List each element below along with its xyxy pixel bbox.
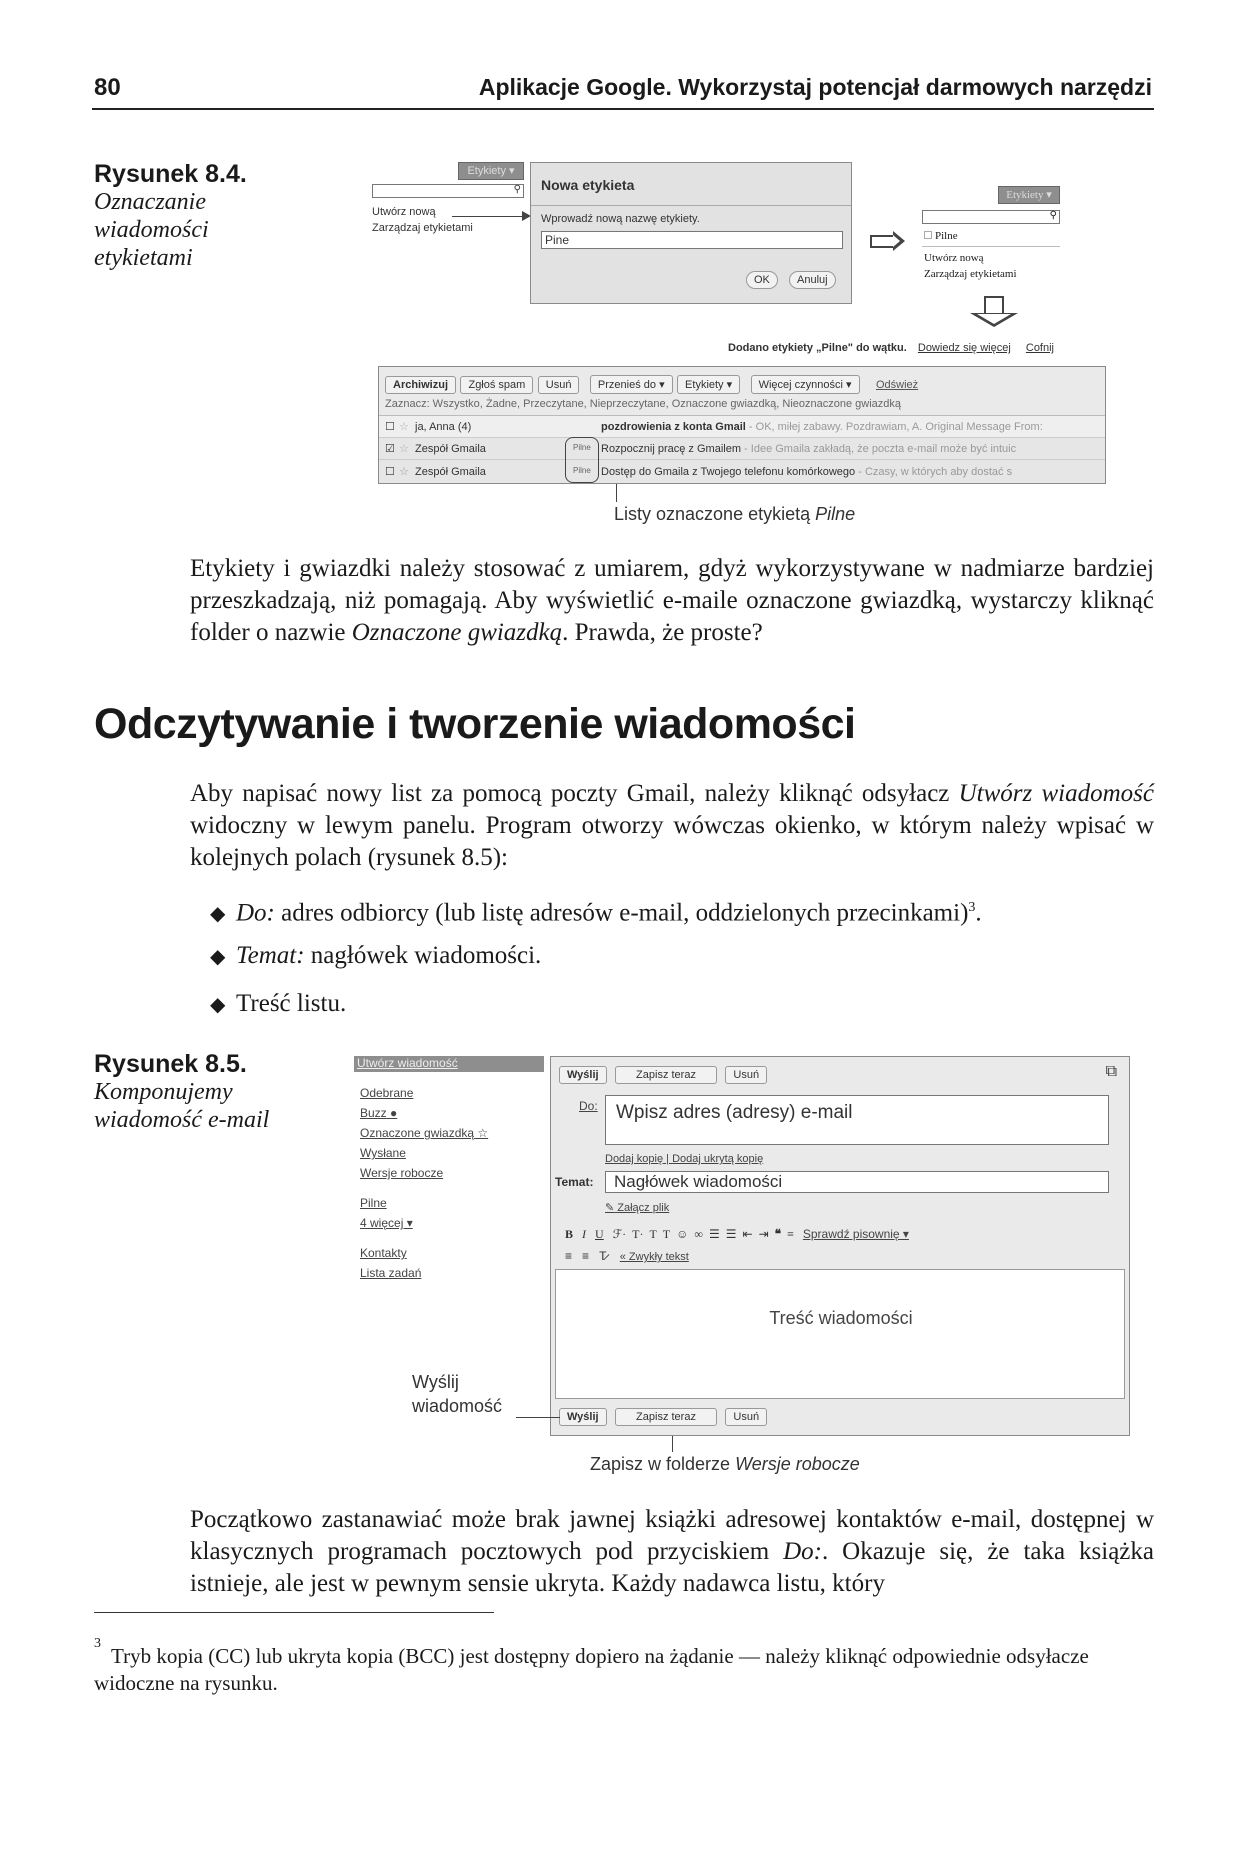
highlight-icon[interactable]: T bbox=[662, 1227, 671, 1241]
figure-label: Rysunek 8.5. bbox=[94, 1050, 247, 1078]
annotation-line bbox=[672, 1436, 673, 1452]
undo-link[interactable]: Cofnij bbox=[1025, 342, 1054, 354]
notice-text: Dodano etykiety „Pilne" do wątku. bbox=[728, 342, 907, 354]
annotation-line bbox=[516, 1417, 560, 1418]
section-heading: Odczytywanie i tworzenie wiadomości bbox=[94, 700, 856, 748]
sidebar-item-buzz[interactable] bbox=[360, 1106, 397, 1120]
learn-more-link[interactable]: Dowiedz się więcej bbox=[917, 342, 1011, 354]
figure-caption bbox=[94, 188, 209, 272]
row-content bbox=[601, 466, 1012, 478]
add-cc-link[interactable]: Dodaj kopię bbox=[605, 1153, 664, 1165]
inbox-toolbar bbox=[385, 375, 918, 394]
star-icon[interactable]: ☆ bbox=[399, 443, 409, 455]
labels-menu-left bbox=[372, 162, 528, 250]
list-item bbox=[210, 988, 346, 1021]
row-label-badge: Pilne bbox=[573, 443, 591, 452]
outdent-icon[interactable]: ⇤ bbox=[742, 1227, 753, 1241]
row-content bbox=[601, 443, 1016, 455]
footnote-mark: 3 bbox=[94, 1636, 101, 1651]
row-sender: Zespół Gmaila bbox=[415, 466, 486, 478]
text: Aby napisać nowy list za pomocą poczty Gmail, należy kliknąć odsyłacz bbox=[190, 780, 959, 807]
row-snippet: - Idee Gmaila zakładą, że poczta e-mail może być intuic bbox=[741, 443, 1017, 455]
footnote-rule bbox=[94, 1612, 494, 1613]
link-icon[interactable]: ∞ bbox=[694, 1227, 703, 1241]
outline-arrow-icon bbox=[870, 235, 894, 248]
font-icon[interactable]: ℱ· bbox=[612, 1227, 627, 1241]
annotation-italic: Pilne bbox=[815, 504, 856, 524]
compose-window bbox=[550, 1056, 1130, 1436]
row-snippet: - OK, miłej zabawy. Pozdrawiam, A. Original Message From: bbox=[745, 421, 1043, 433]
checkbox-icon[interactable]: ☐ bbox=[385, 421, 395, 433]
annotation-italic: Wersje robocze bbox=[735, 1454, 860, 1474]
outline-arrow-inner bbox=[893, 235, 900, 247]
annotation-line-1: Wyślij bbox=[412, 1372, 459, 1392]
discard-button[interactable]: Usuń bbox=[725, 1408, 767, 1426]
paperclip-icon: ✎ bbox=[605, 1202, 615, 1214]
menu-divider bbox=[922, 246, 1060, 247]
label-highlight-frame bbox=[565, 437, 599, 483]
annotation-line bbox=[616, 484, 617, 502]
archive-button[interactable]: Archiwizuj bbox=[385, 376, 456, 394]
checkbox-icon[interactable]: ☐ bbox=[385, 466, 395, 478]
figure-label: Rysunek 8.4. bbox=[94, 160, 247, 188]
send-button[interactable]: Wyślij bbox=[559, 1066, 607, 1084]
sidebar-item-drafts[interactable]: Wersje robocze bbox=[360, 1166, 444, 1180]
star-icon[interactable]: ☆ bbox=[399, 466, 409, 478]
search-icon: ⚲ bbox=[513, 184, 521, 195]
indent-icon[interactable]: ⇥ bbox=[758, 1227, 769, 1241]
save-now-button[interactable]: Zapisz teraz bbox=[615, 1408, 717, 1426]
table-row[interactable] bbox=[379, 459, 1106, 483]
select-links[interactable]: Zaznacz: Wszystko, Żadne, Przeczytane, Nieprzeczytane, Oznaczone gwiazdką, Nieoznaczone gwiazdką bbox=[385, 398, 902, 410]
font-size-icon[interactable]: T· bbox=[632, 1227, 644, 1241]
label-option-text: Pilne bbox=[935, 230, 958, 242]
send-annotation bbox=[412, 1370, 506, 1418]
list-item bbox=[210, 940, 541, 973]
labels-button[interactable]: Etykiety ▾ bbox=[677, 375, 740, 394]
search-icon: ⚲ bbox=[1049, 210, 1057, 221]
create-new-label-link[interactable]: Utwórz nową bbox=[372, 206, 436, 218]
save-now-button[interactable]: Zapisz teraz bbox=[615, 1066, 717, 1084]
create-new-label-link[interactable]: Utwórz nową bbox=[924, 252, 984, 264]
discard-button[interactable]: Usuń bbox=[725, 1066, 767, 1084]
sidebar-item-contacts[interactable]: Kontakty bbox=[360, 1246, 407, 1260]
formatting-toolbar-row2 bbox=[565, 1249, 689, 1263]
text: Początkowo zastanawiać może brak jawnej książki adresowej kontaktów e-mail, dostępnej w klasycznych programach pocztowych pod przyciskiem bbox=[190, 1506, 1154, 1565]
label-name-input[interactable]: Pine bbox=[541, 231, 843, 249]
list-item bbox=[210, 892, 982, 930]
inbox-panel bbox=[378, 366, 1106, 484]
text: . Okazuje się, że taka książka istnieje, ale jest w pewnym sensie ukryta. Każdy nadawca listu, który bbox=[190, 1538, 1154, 1597]
labels-menu-right bbox=[922, 186, 1060, 294]
table-row[interactable] bbox=[379, 415, 1106, 437]
row-sender: ja, Anna (4) bbox=[415, 421, 472, 433]
buzz-icon: ● bbox=[390, 1106, 398, 1120]
field-name: Do: bbox=[236, 899, 275, 927]
dialog-prompt: Wprowadź nową nazwę etykiety. bbox=[541, 213, 700, 225]
notice-bar bbox=[728, 342, 1054, 354]
report-spam-button[interactable]: Zgłoś spam bbox=[460, 376, 533, 394]
body-placeholder: Treść wiadomości bbox=[769, 1308, 913, 1328]
table-row[interactable] bbox=[379, 437, 1106, 459]
sidebar-item-more[interactable]: 4 więcej ▾ bbox=[360, 1216, 413, 1230]
paragraph-1 bbox=[190, 553, 1154, 649]
labels-dropdown-button[interactable]: Etykiety ▾ bbox=[458, 162, 524, 180]
attach-file-text: Załącz plik bbox=[617, 1202, 670, 1214]
send-button[interactable]: Wyślij bbox=[559, 1408, 607, 1426]
item-text: Treść listu. bbox=[236, 990, 347, 1017]
header-rule bbox=[92, 108, 1154, 110]
text: Etykiety i gwiazdki należy stosować z umiarem, gdyż wykorzystywane w nadmiarze bardziej przeszkadzają, niż pomagają. Aby wyświetlić e-maile oznaczone gwiazdką, wystarczy kliknąć folder o nazwie bbox=[190, 555, 1154, 646]
manage-labels-link[interactable]: Zarządzaj etykietami bbox=[372, 222, 473, 234]
bold-icon[interactable]: B bbox=[565, 1227, 574, 1241]
item-text: adres odbiorcy (lub listę adresów e-mail, oddzielonych przecinkami) bbox=[274, 899, 969, 927]
label-search-input[interactable] bbox=[922, 210, 1060, 224]
bullet-list-icon[interactable]: ☰ bbox=[725, 1227, 737, 1241]
down-arrow-inner bbox=[977, 314, 1011, 324]
manage-labels-link[interactable]: Zarządzaj etykietami bbox=[924, 268, 1017, 280]
item-text: nagłówek wiadomości. bbox=[304, 942, 542, 969]
link-name: Utwórz wiadomość bbox=[958, 780, 1154, 807]
align-icon[interactable]: ≡ bbox=[787, 1227, 794, 1241]
row-subject: pozdrowienia z konta Gmail bbox=[601, 421, 746, 433]
compose-toolbar-bottom bbox=[559, 1407, 767, 1426]
gmail-sidebar bbox=[354, 1056, 546, 1306]
subject-input[interactable]: Nagłówek wiadomości bbox=[605, 1171, 1109, 1193]
new-label-dialog bbox=[530, 162, 852, 304]
sidebar-item-sent[interactable]: Wysłane bbox=[360, 1146, 406, 1160]
compose-link[interactable]: Utwórz wiadomość bbox=[354, 1056, 544, 1072]
sidebar-item-starred[interactable]: Oznaczone gwiazdką ☆ bbox=[360, 1126, 489, 1140]
align-right-icon[interactable]: ≡ bbox=[582, 1249, 590, 1263]
cancel-button[interactable]: Anuluj bbox=[789, 271, 836, 289]
arrow-line bbox=[452, 216, 526, 217]
dialog-title: Nowa etykieta bbox=[541, 177, 635, 193]
row-label-badge: Pilne bbox=[573, 466, 591, 475]
subject-label: Temat: bbox=[555, 1175, 594, 1189]
caption-line: etykietami bbox=[94, 245, 193, 271]
item-text: . bbox=[975, 899, 982, 927]
attach-file-link[interactable] bbox=[605, 1201, 669, 1214]
message-body-textarea[interactable] bbox=[555, 1269, 1125, 1399]
move-to-button[interactable]: Przenieś do ▾ bbox=[590, 375, 673, 394]
footnote-ref: 3 bbox=[968, 900, 976, 915]
spellcheck-button[interactable]: Sprawdź pisownię ▾ bbox=[802, 1227, 909, 1241]
caption-line: wiadomości bbox=[94, 217, 209, 243]
plain-text-link[interactable]: « Zwykły tekst bbox=[619, 1251, 689, 1263]
bullet-icon: ◆ bbox=[210, 946, 226, 968]
sidebar-item-inbox[interactable]: Odebrane bbox=[360, 1086, 414, 1100]
delete-button[interactable]: Usuń bbox=[538, 376, 580, 394]
quote-icon[interactable]: ❝ bbox=[774, 1227, 782, 1241]
footnote bbox=[94, 1638, 1154, 1697]
sidebar-item-label: Buzz bbox=[360, 1106, 387, 1120]
row-subject: Rozpocznij pracę z Gmailem bbox=[601, 443, 741, 455]
labels-dropdown-button[interactable]: Etykiety ▾ bbox=[998, 186, 1060, 204]
page-number: 80 bbox=[94, 74, 121, 101]
compose-toolbar-top bbox=[559, 1065, 767, 1084]
down-arrow-icon bbox=[984, 296, 1004, 314]
text-color-icon[interactable]: T bbox=[649, 1227, 657, 1241]
field-name: Temat: bbox=[236, 942, 305, 969]
paragraph-3 bbox=[190, 1504, 1154, 1600]
field-name: Do: bbox=[783, 1538, 822, 1565]
figure-caption bbox=[94, 1078, 269, 1134]
caption-line: Oznaczanie bbox=[94, 189, 206, 215]
to-label[interactable]: Do: bbox=[579, 1099, 598, 1113]
label-option-pilne[interactable] bbox=[924, 230, 958, 242]
ok-button[interactable]: OK bbox=[746, 271, 778, 289]
footnote-text: Tryb kopia (CC) lub ukryta kopia (BCC) jest dostępny dopiero na żądanie — należy kliknąć odpowiednie odsyłacze widoczne na rysunku. bbox=[94, 1644, 1089, 1695]
popout-icon[interactable]: ⧉ bbox=[1105, 1063, 1117, 1080]
refresh-link[interactable]: Odśwież bbox=[875, 379, 919, 391]
checkbox-checked-icon[interactable]: ☑ bbox=[385, 443, 395, 455]
dialog-divider bbox=[531, 205, 852, 206]
save-annotation bbox=[590, 1454, 860, 1475]
checkbox-icon[interactable] bbox=[924, 231, 932, 239]
bullet-icon: ◆ bbox=[210, 994, 226, 1016]
annotation-text: Listy oznaczone etykietą bbox=[614, 504, 816, 524]
align-left-icon[interactable]: ≡ bbox=[565, 1249, 573, 1263]
caption-line: wiadomość e-mail bbox=[94, 1107, 270, 1133]
row-content bbox=[601, 421, 1043, 433]
to-input[interactable]: Wpisz adres (adresy) e-mail bbox=[605, 1095, 1109, 1145]
bullet-icon: ◆ bbox=[210, 903, 226, 926]
remove-format-icon[interactable]: T̷ bbox=[599, 1249, 607, 1263]
italic-icon[interactable]: I bbox=[582, 1227, 587, 1241]
annotation-text: Zapisz w folderze bbox=[590, 1454, 736, 1474]
figure1-annotation bbox=[614, 504, 855, 525]
add-bcc-link[interactable]: Dodaj ukrytą kopię bbox=[672, 1153, 764, 1165]
row-subject: Dostęp do Gmaila z Twojego telefonu komórkowego bbox=[601, 466, 856, 478]
sidebar-item-tasks[interactable]: Lista zadań bbox=[360, 1266, 422, 1280]
star-icon[interactable]: ☆ bbox=[399, 421, 409, 433]
numbered-list-icon[interactable]: ☰ bbox=[708, 1227, 720, 1241]
paragraph-2 bbox=[190, 778, 1154, 874]
text: . Prawda, że proste? bbox=[562, 619, 763, 646]
annotation-line-2: wiadomość bbox=[412, 1396, 503, 1416]
underline-icon[interactable]: U bbox=[595, 1227, 604, 1241]
cc-bcc-links: Dodaj kopię | Dodaj ukrytą kopię bbox=[605, 1153, 764, 1165]
sidebar-item-pilne[interactable]: Pilne bbox=[360, 1196, 387, 1210]
running-header-title: Aplikacje Google. Wykorzystaj potencjał darmowych narzędzi bbox=[478, 74, 1152, 100]
caption-line: Komponujemy bbox=[94, 1079, 233, 1105]
emoticon-icon[interactable]: ☺ bbox=[676, 1227, 689, 1241]
row-snippet: - Czasy, w których aby dostać s bbox=[855, 466, 1013, 478]
folder-name: Oznaczone gwiazdką bbox=[351, 619, 563, 646]
row-sender: Zespół Gmaila bbox=[415, 443, 486, 455]
text: widoczny w lewym panelu. Program otworzy wówczas okienko, w którym należy wpisać w kolejnych polach (rysunek 8.5): bbox=[190, 812, 1154, 871]
formatting-toolbar bbox=[565, 1227, 909, 1242]
more-actions-button[interactable]: Więcej czynności ▾ bbox=[751, 375, 860, 394]
label-search-input[interactable] bbox=[372, 184, 524, 198]
